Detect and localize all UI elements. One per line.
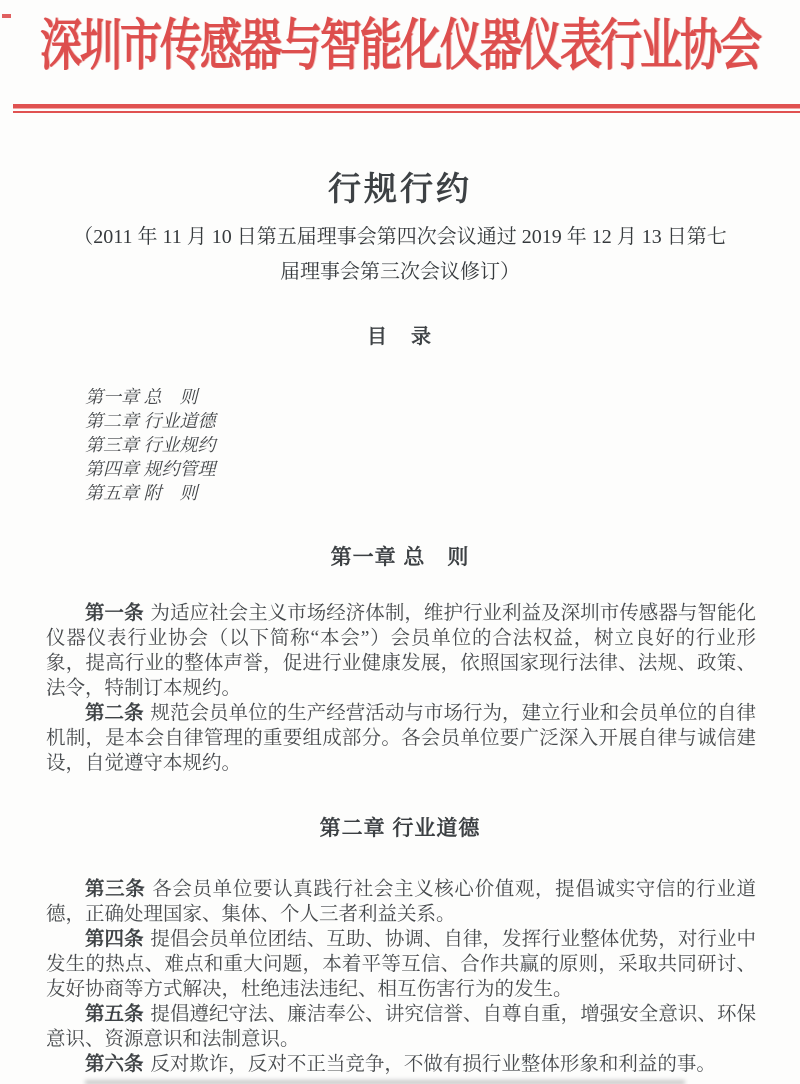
toc-heading: 目 录 — [367, 326, 433, 348]
article-1-text: 为适应社会主义市场经济体制，维护行业利益及深圳市传感器与智能化仪器仪表行业协会（以下简称“本会”）会员单位的合法权益，树立良好的行业形象，提高行业的整体声誉，促进行业健康发展，依照国家现行法律、法规、政策、法令，特制订本规约。 — [46, 603, 756, 699]
chapter-1-body — [0, 601, 800, 776]
article-4-paragraph — [46, 927, 756, 1002]
toc-item-chapter-5: 第五章 附 则 — [85, 483, 198, 503]
article-6-text: 反对欺诈，反对不正当竞争，不做有损行业整体形象和利益的事。 — [150, 1054, 716, 1075]
article-3-label: 第三条 — [85, 879, 146, 900]
article-3-text: 各会员单位要认真践行社会主义核心价值观，提倡诚实守信的行业道德，正确处理国家、集体、个人三者利益关系。 — [46, 879, 756, 925]
toc-item-chapter-1: 第一章 总 则 — [85, 387, 198, 407]
article-5-paragraph — [46, 1002, 756, 1052]
article-2-label: 第二条 — [85, 703, 144, 724]
chapter-1-heading: 第一章 总 则 — [330, 546, 470, 569]
article-4-label: 第四条 — [85, 929, 144, 950]
toc-list — [85, 385, 800, 505]
article-5-label: 第五条 — [85, 1004, 144, 1025]
article-1-paragraph — [46, 601, 756, 701]
article-3-paragraph — [46, 877, 756, 927]
toc-item-chapter-3: 第三章 行业规约 — [85, 435, 216, 455]
scan-edge-mark — [2, 14, 11, 18]
chapter-2-body — [0, 877, 800, 1077]
org-name: 深圳市传感器与智能化仪器仪表行业协会 — [39, 16, 760, 78]
article-1-label: 第一条 — [85, 603, 144, 624]
letterhead-divider — [13, 104, 800, 113]
article-2-text: 规范会员单位的生产经营活动与市场行为，建立行业和会员单位的自律机制，是本会自律管理的重要组成部分。各会员单位要广泛深入开展自律与诚信建设，自觉遵守本规约。 — [46, 703, 756, 774]
article-5-text: 提倡遵纪守法、廉洁奉公、讲究信誉、自尊自重，增强安全意识、环保意识、资源意识和法制意识。 — [46, 1004, 756, 1050]
letterhead — [0, 0, 800, 90]
article-4-text: 提倡会员单位团结、互助、协调、自律，发挥行业整体优势，对行业中发生的热点、难点和重大问题，本着平等互信、合作共赢的原则，采取共同研讨、友好协商等方式解决，杜绝违法违纪、相互伤害行为的发生。 — [46, 929, 756, 1000]
article-2-paragraph — [46, 701, 756, 776]
subtitle-line-1: （2011 年 11 月 10 日第五届理事会第四次会议通过 2019 年 12 月 13 日第七 — [73, 226, 727, 248]
document-title: 行规行约 — [328, 172, 472, 208]
bottom-cutoff-text-artifact — [85, 1080, 685, 1084]
toc-item-chapter-4: 第四章 规约管理 — [85, 459, 216, 479]
divider-thin-line — [13, 111, 800, 113]
article-6-label: 第六条 — [85, 1054, 144, 1075]
toc-item-chapter-2: 第二章 行业道德 — [85, 411, 216, 431]
document-subtitle — [0, 220, 800, 290]
subtitle-line-2: 届理事会第三次会议修订） — [280, 261, 520, 283]
chapter-2-heading: 第二章 行业道德 — [319, 817, 481, 840]
article-6-paragraph — [46, 1052, 756, 1077]
